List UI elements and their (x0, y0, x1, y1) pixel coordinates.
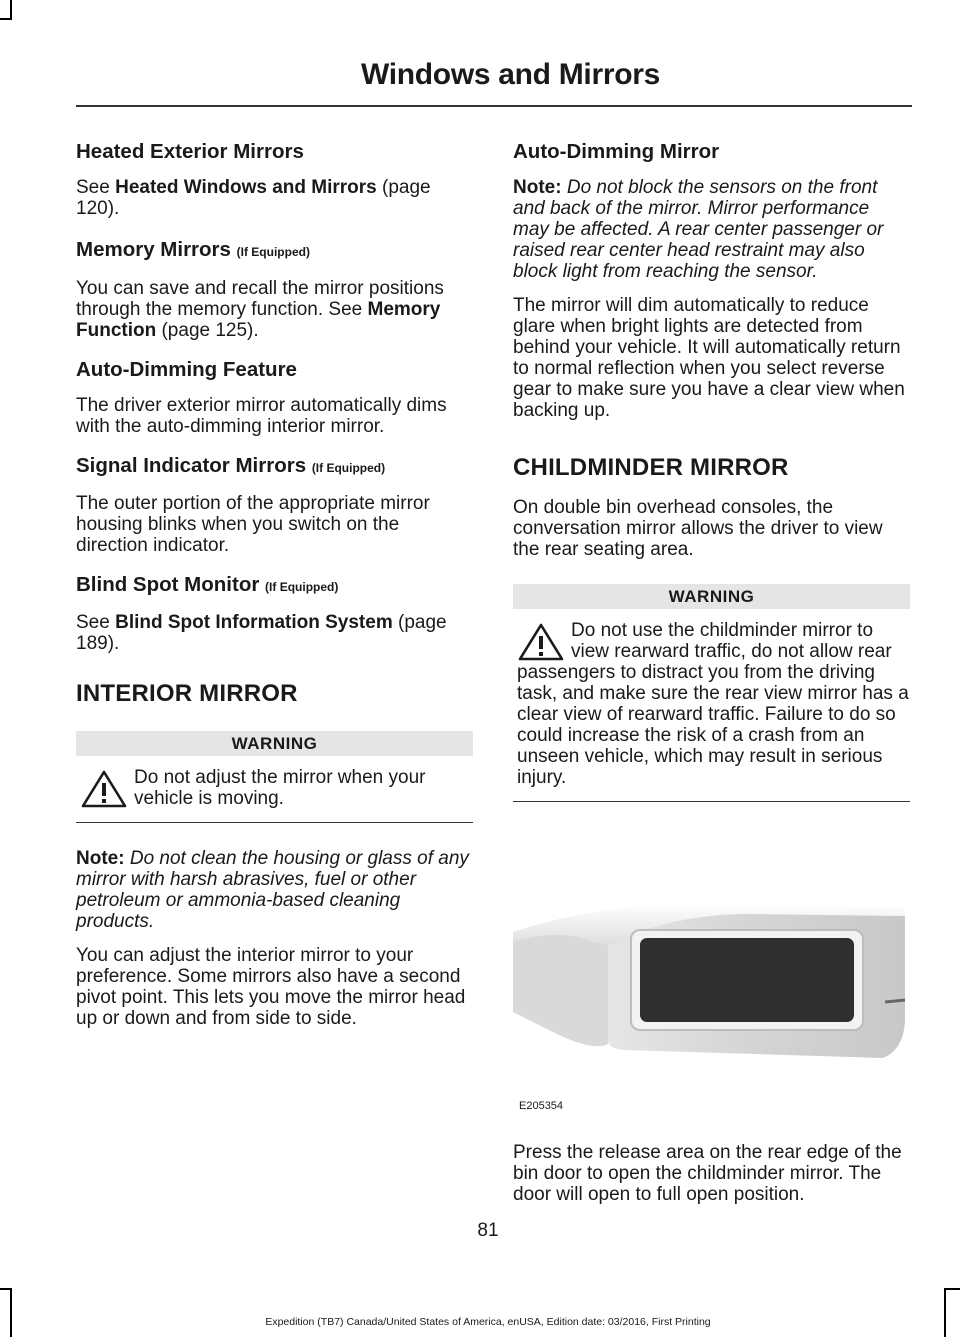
warning-triangle-icon (80, 769, 128, 809)
paragraph (76, 278, 473, 341)
heading-interior-mirror: INTERIOR MIRROR (76, 680, 298, 707)
warning-triangle-icon (517, 622, 565, 662)
edition-footer: Expedition (TB7) Canada/United States of America, enUSA, Edition date: 03/2016, First Printing (265, 1316, 711, 1328)
warning-text: Do not use the childminder mirror to view rearward traffic, do not allow rear passengers to distract you from the driving task, and make sure the rear view mirror has a clear view of rearward traffic. Failure to do so could increase the risk of a crash from an unseen vehicle, which may result in serious injury. (517, 620, 909, 788)
heading-text: Signal Indicator Mirrors (76, 454, 307, 477)
crop-mark (10, 0, 12, 20)
warning-box (513, 584, 910, 802)
link-heated-windows[interactable]: Heated Windows and Mirrors (115, 177, 377, 198)
page-number: 81 (477, 1220, 499, 1241)
figure-id: E205354 (519, 1100, 564, 1112)
heading-auto-dimming-mirror: Auto-Dimming Mirror (513, 140, 720, 163)
paragraph: On double bin overhead consoles, the conversation mirror allows the driver to view the rear seating area. (513, 497, 883, 560)
paragraph: The mirror will dim automatically to reduce glare when bright lights are detected from behind your vehicle. It will automatically return to normal reflection when you select reverse gear to make sure you have a clear view when backing up. (513, 295, 905, 421)
body-text: You can save and recall the mirror positions through the memory function. See (76, 278, 444, 320)
note-paragraph (76, 848, 473, 932)
see-text: See (76, 177, 116, 198)
heading-signal-indicator-mirrors (76, 454, 473, 480)
page-ref: (page 189). (76, 612, 447, 654)
heading-childminder-mirror: CHILDMINDER MIRROR (513, 454, 789, 481)
warning-label: WARNING (513, 584, 910, 609)
heading-heated-exterior-mirrors: Heated Exterior Mirrors (76, 140, 304, 163)
crop-mark (944, 1288, 960, 1290)
note-text: Do not clean the housing or glass of any mirror with harsh abrasives, fuel or other petroleum or ammonia-based cleaning products. (76, 848, 469, 932)
note-label: Note: (513, 177, 562, 198)
heading-memory-mirrors (76, 238, 473, 264)
page-ref: (page 120). (76, 177, 431, 219)
left-column (76, 140, 473, 1029)
paragraph: The driver exterior mirror automatically dims with the auto-dimming interior mirror. (76, 395, 447, 437)
heading-auto-dimming-feature: Auto-Dimming Feature (76, 358, 297, 381)
heading-blind-spot-monitor (76, 573, 473, 599)
heading-text: Blind Spot Monitor (76, 573, 260, 596)
crop-mark (944, 1288, 946, 1337)
crop-mark (0, 18, 12, 20)
link-memory-function[interactable]: Memory Function (76, 299, 441, 341)
page-header (76, 58, 912, 92)
paragraph (76, 612, 473, 654)
link-blind-spot-info[interactable]: Blind Spot Information System (115, 612, 393, 633)
header-rule (76, 105, 912, 107)
note-label: Note: (76, 848, 125, 869)
warning-text: Do not adjust the mirror when your vehicle is moving. (134, 767, 426, 809)
note-paragraph (513, 177, 910, 282)
childminder-mirror-illustration (513, 902, 905, 1082)
paragraph: The outer portion of the appropriate mirror housing blinks when you switch on the direction indicator. (76, 493, 430, 556)
crop-mark (10, 1290, 12, 1337)
heading-text: Memory Mirrors (76, 238, 231, 261)
note-text: Do not block the sensors on the front and back of the mirror. Mirror performance may be affected. A rear center passenger or raised rear center head restraint may also block light from reaching the sensor. (513, 177, 884, 282)
paragraph: Press the release area on the rear edge of the bin door to open the childminder mirror. The door will open to full open position. (513, 1142, 902, 1205)
crop-mark (0, 1288, 12, 1290)
paragraph: You can adjust the interior mirror to your preference. Some mirrors also have a second pivot point. This lets you move the mirror head up or down and from side to side. (76, 945, 466, 1029)
if-equipped-tag: (If Equipped) (265, 580, 339, 594)
warning-rule (76, 822, 473, 823)
right-column (513, 140, 910, 1205)
page-ref: (page 125). (156, 320, 259, 341)
if-equipped-tag: (If Equipped) (236, 245, 310, 259)
warning-body (513, 609, 910, 801)
warning-label: WARNING (76, 731, 473, 756)
page-title: Windows and Mirrors (360, 58, 660, 91)
paragraph (76, 177, 473, 219)
warning-box (76, 731, 473, 823)
warning-rule (513, 801, 910, 802)
see-text: See (76, 612, 116, 633)
if-equipped-tag: (If Equipped) (311, 461, 386, 475)
warning-body (76, 756, 473, 822)
childminder-mirror-figure (513, 902, 905, 1117)
